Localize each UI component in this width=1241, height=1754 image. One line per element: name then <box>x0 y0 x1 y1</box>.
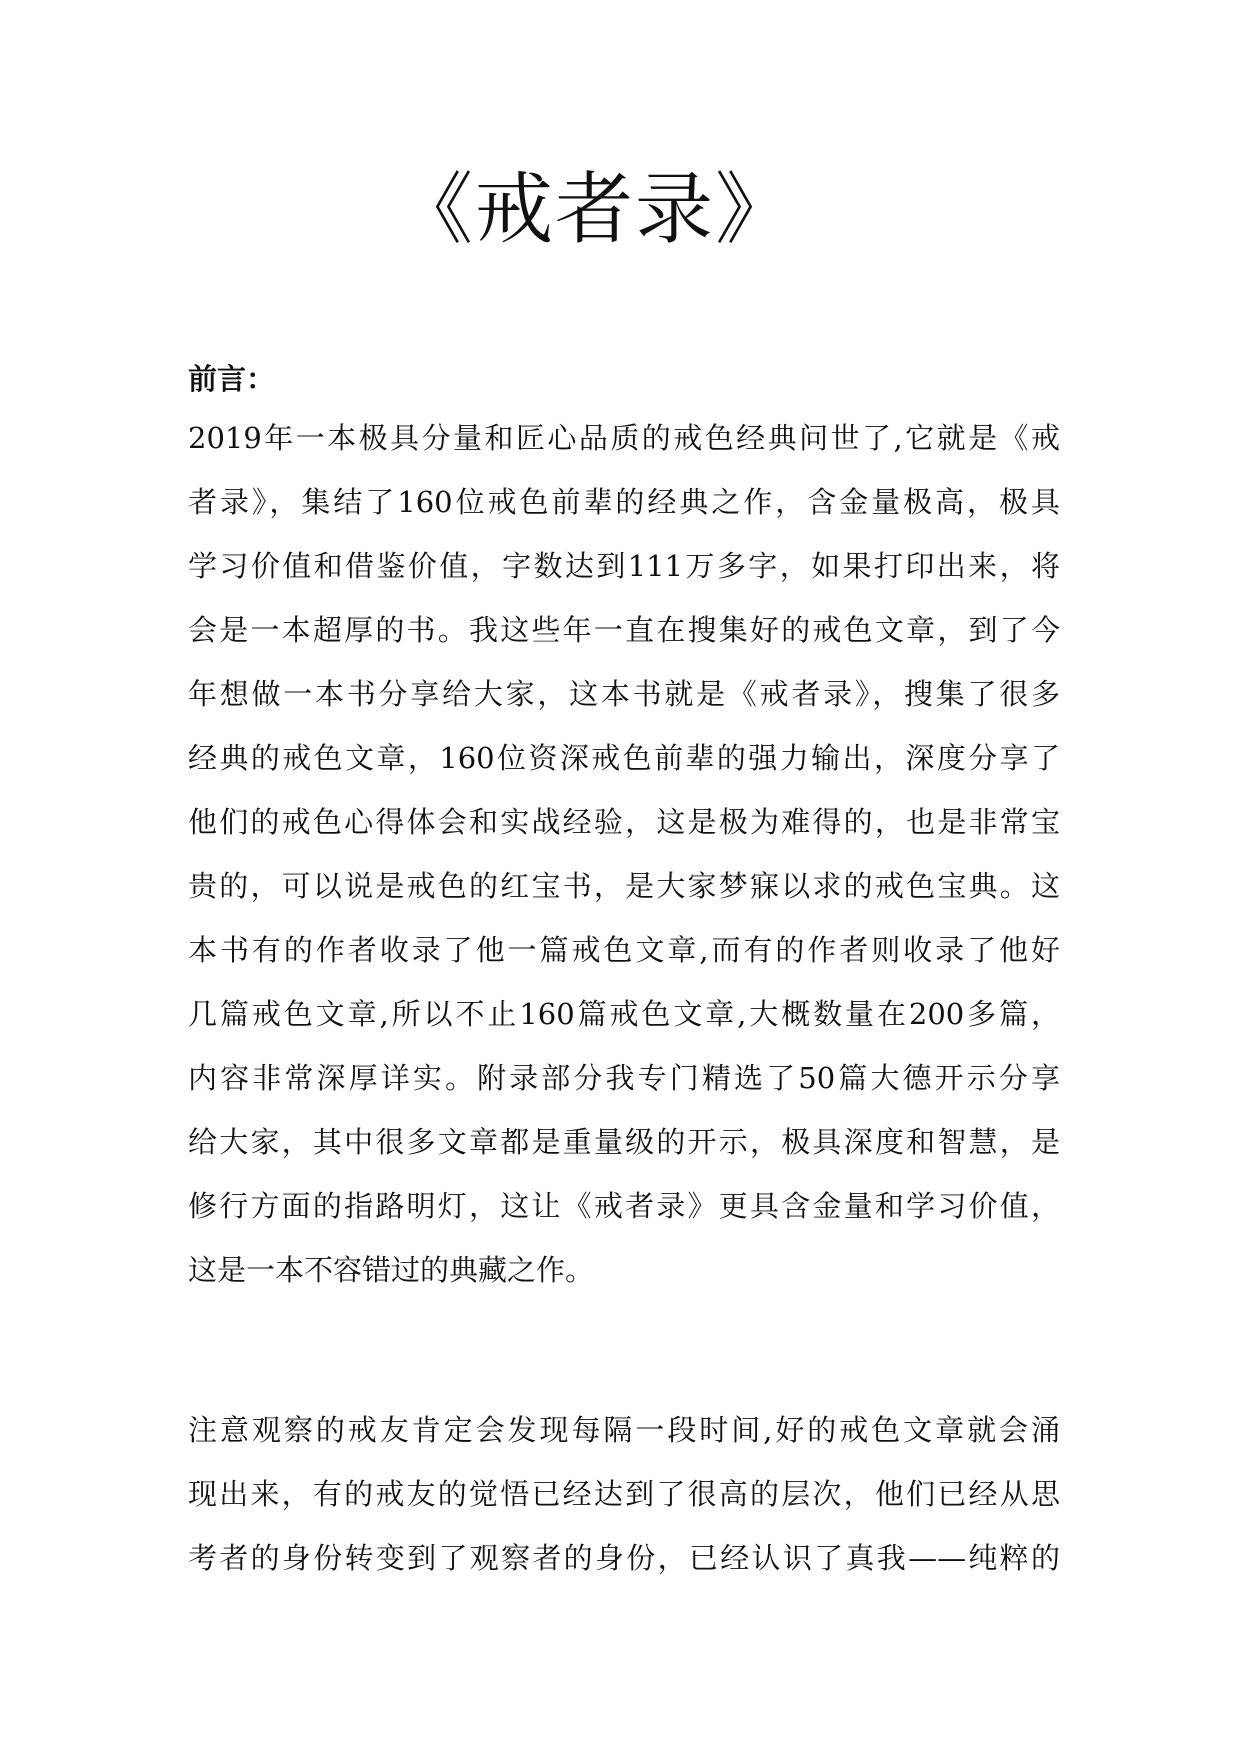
text-line: 2019年一本极具分量和匠心品质的戒色经典问世了,它就是《戒 <box>188 421 1060 455</box>
paragraph-gap <box>188 1302 1060 1398</box>
paragraph-1 <box>188 406 1060 1302</box>
text-line: 修行方面的指路明灯，这让《戒者录》更具含金量和学习价值， <box>188 1189 1060 1223</box>
text-line: 经典的戒色文章，160位资深戒色前辈的强力输出，深度分享了 <box>188 741 1060 775</box>
text-line: 给大家，其中很多文章都是重量级的开示，极具深度和智慧，是 <box>188 1125 1060 1159</box>
text-line: 现出来，有的戒友的觉悟已经达到了很高的层次，他们已经从思 <box>188 1477 1060 1511</box>
text-line: 内容非常深厚详实。附录部分我专门精选了50篇大德开示分享 <box>188 1061 1060 1095</box>
text-line: 他们的戒色心得体会和实战经验，这是极为难得的，也是非常宝 <box>188 805 1060 839</box>
paragraph-2 <box>188 1398 1060 1590</box>
preface-heading: 前言： <box>188 362 276 396</box>
text-line: 年想做一本书分享给大家，这本书就是《戒者录》，搜集了很多 <box>188 677 1060 711</box>
text-line: 考者的身份转变到了观察者的身份，已经认识了真我——纯粹的 <box>188 1541 1060 1575</box>
text-line: 注意观察的戒友肯定会发现每隔一段时间,好的戒色文章就会涌 <box>188 1413 1060 1447</box>
document-body <box>188 352 1060 1590</box>
text-line: 几篇戒色文章,所以不止160篇戒色文章,大概数量在200多篇， <box>188 997 1060 1031</box>
text-line: 这是一本不容错过的典藏之作。 <box>188 1253 595 1287</box>
text-line: 贵的，可以说是戒色的红宝书，是大家梦寐以求的戒色宝典。这 <box>188 869 1060 903</box>
text-line: 者录》，集结了160位戒色前辈的经典之作，含金量极高，极具 <box>188 485 1060 519</box>
text-line: 会是一本超厚的书。我这些年一直在搜集好的戒色文章，到了今 <box>188 613 1060 647</box>
document-title: 《戒者录》 <box>395 165 796 255</box>
text-line: 学习价值和借鉴价值，字数达到111万多字，如果打印出来，将 <box>188 549 1060 583</box>
text-line: 本书有的作者收录了他一篇戒色文章,而有的作者则收录了他好 <box>188 933 1060 967</box>
